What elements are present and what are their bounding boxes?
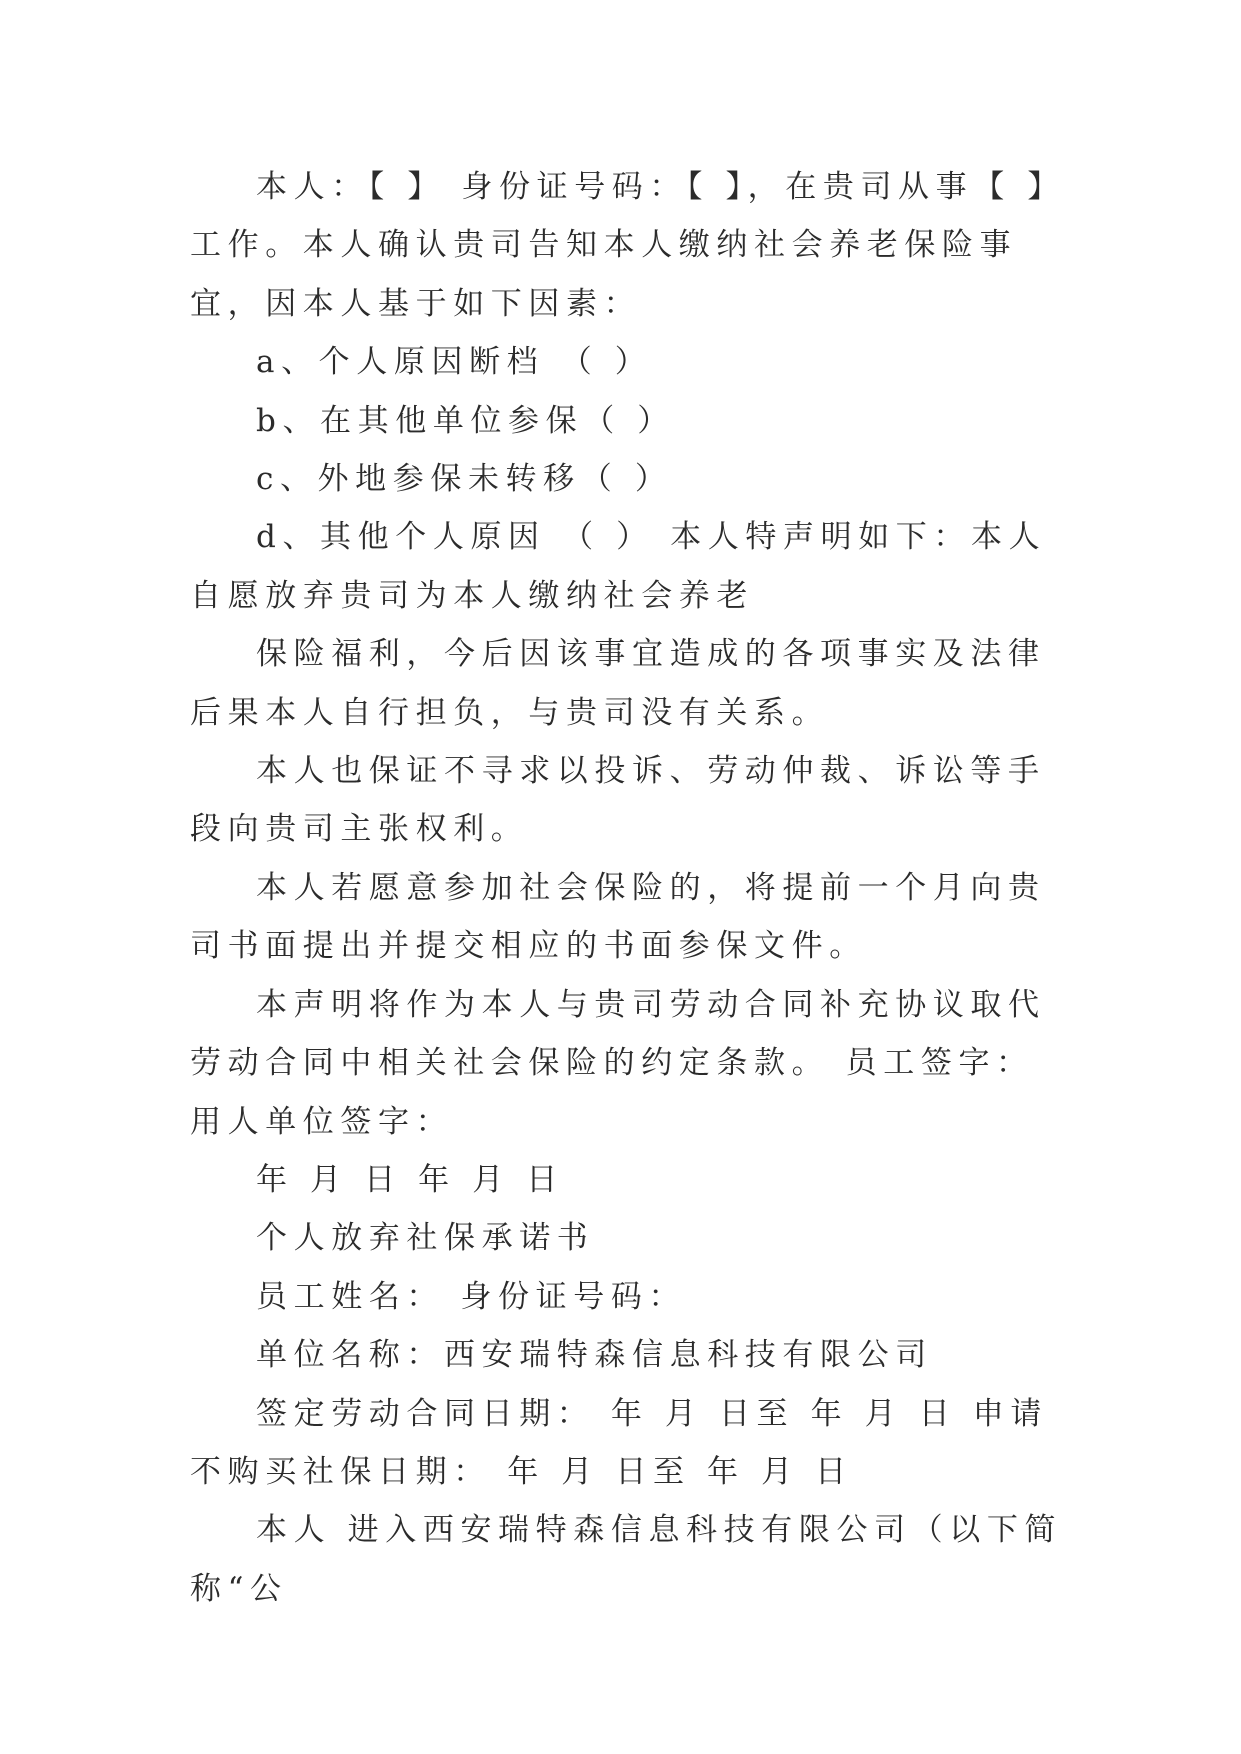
option-d: d、其他个人原因 （ ） 本人特声明如下：本人自愿放弃贵司为本人缴纳社会养老	[190, 519, 1047, 614]
option-b: b、在其他单位参保（ ）	[256, 402, 675, 439]
paragraph-intro: 本人：【 】 身份证号码：【 】，在贵司从事【 】工作。本人确认贵司告知本人缴纳社会养老保险事宜，因本人基于如下因素：	[190, 169, 1065, 322]
paragraph-entry: 本人 进入西安瑞特森信息科技有限公司（以下简称“公	[190, 1512, 1063, 1607]
paragraph-guarantee: 本人也保证不寻求以投诉、劳动仲裁、诉讼等手段向贵司主张权利。	[190, 753, 1046, 848]
document-body	[190, 158, 1070, 1618]
company-name-line: 单位名称：西安瑞特森信息科技有限公司	[256, 1337, 933, 1374]
option-a: a、个人原因断档 （ ）	[256, 344, 653, 381]
contract-dates-line: 签定劳动合同日期： 年 月 日至 年 月 日 申请不购买社保日期： 年 月 日至 年 月 日	[190, 1395, 1048, 1490]
document-title: 个人放弃社保承诺书	[256, 1220, 595, 1257]
date-line: 年 月 日 年 月 日	[256, 1161, 564, 1198]
employee-info-line: 员工姓名： 身份证号码：	[256, 1278, 687, 1315]
paragraph-statement: 本声明将作为本人与贵司劳动合同补充协议取代劳动合同中相关社会保险的约定条款。 员工签字： 用人单位签字：	[190, 986, 1046, 1140]
option-c: c、外地参保未转移（ ）	[256, 461, 673, 498]
paragraph-welfare: 保险福利，今后因该事宜造成的各项事实及法律后果本人自行担负，与贵司没有关系。	[190, 636, 1046, 731]
paragraph-join: 本人若愿意参加社会保险的，将提前一个月向贵司书面提出并提交相应的书面参保文件。	[190, 869, 1046, 965]
